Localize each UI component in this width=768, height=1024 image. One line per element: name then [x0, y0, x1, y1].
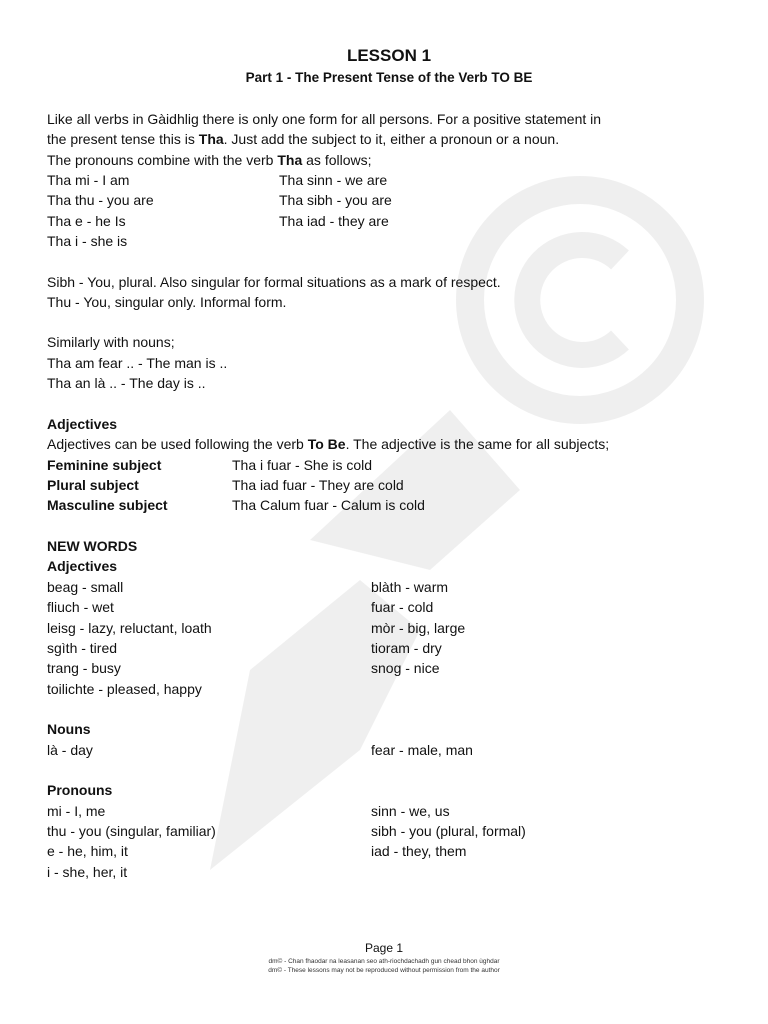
- nouns-example-2: Tha an là .. - The day is ..: [47, 375, 206, 391]
- adjective-word-right: fuar - cold: [371, 599, 434, 615]
- pronoun-word-right: sibh - you (plural, formal): [371, 823, 526, 839]
- conjugation-left-1: Tha thu - you are: [47, 192, 154, 208]
- tha-bold: Tha: [277, 152, 303, 168]
- conjugation-left-0: Tha mi - I am: [47, 172, 130, 188]
- subject-label-feminine: Feminine subject: [47, 457, 162, 473]
- intro-line-1: Like all verbs in Gàidhlig there is only one form for all persons. For a positive statement in: [47, 111, 602, 127]
- footer-note-gaelic: dm© - Chan fhaodar na leasanan seo ath-riochdachadh gun chead bhon ùghdar: [268, 958, 500, 965]
- new-adjectives-heading: Adjectives: [47, 558, 118, 574]
- conjugation-left-3: Tha i - she is: [47, 233, 128, 249]
- adjective-word-right: mòr - big, large: [371, 620, 466, 636]
- lesson-title: LESSON 1: [346, 46, 432, 65]
- adjective-word-left: leisg - lazy, reluctant, loath: [47, 620, 212, 636]
- conjugation-right-1: Tha sibh - you are: [279, 192, 392, 208]
- note-thu: Thu - You, singular only. Informal form.: [47, 294, 287, 310]
- subject-label-masculine: Masculine subject: [47, 497, 168, 513]
- adjective-word-left: fliuch - wet: [47, 599, 114, 615]
- pronoun-word-left: i - she, her, it: [47, 864, 128, 880]
- conjugation-right-2: Tha iad - they are: [279, 213, 389, 229]
- pronoun-word-left: e - he, him, it: [47, 843, 128, 859]
- new-pronouns-heading: Pronouns: [47, 782, 113, 798]
- new-words-heading: NEW WORDS: [47, 538, 138, 554]
- subject-example-feminine: Tha i fuar - She is cold: [232, 457, 373, 473]
- adjectives-line: Adjectives can be used following the verb To Be. The adjective is the same for all subjects;: [47, 436, 610, 452]
- intro-line-2: the present tense this is Tha. Just add the subject to it, either a pronoun or a noun.: [47, 131, 560, 147]
- adjective-word-right: snog - nice: [371, 660, 440, 676]
- to-be-bold: To Be: [307, 436, 346, 452]
- pronoun-word-right: iad - they, them: [371, 843, 467, 859]
- subject-label-plural: Plural subject: [47, 477, 139, 493]
- noun-word-right: fear - male, man: [371, 742, 473, 758]
- adjective-word-right: tioram - dry: [371, 640, 442, 656]
- intro-line-3: The pronouns combine with the verb Tha as follows;: [47, 152, 372, 168]
- page-number: Page 1: [364, 941, 404, 955]
- subject-example-plural: Tha iad fuar - They are cold: [232, 477, 404, 493]
- conjugation-right-0: Tha sinn - we are: [279, 172, 388, 188]
- footer-note-english: dm© - These lessons may not be reproduced without permission from the author: [268, 967, 500, 974]
- subject-example-masculine: Tha Calum fuar - Calum is cold: [232, 497, 425, 513]
- lesson-subtitle: Part 1 - The Present Tense of the Verb TO BE: [245, 70, 533, 85]
- adjective-word-left: sgìth - tired: [47, 640, 118, 656]
- pronoun-word-left: mi - I, me: [47, 803, 106, 819]
- adjectives-heading: Adjectives: [47, 416, 118, 432]
- note-sibh: Sibh - You, plural. Also singular for formal situations as a mark of respect.: [47, 274, 501, 290]
- adjective-word-left: beag - small: [47, 579, 124, 595]
- new-nouns-heading: Nouns: [47, 721, 91, 737]
- adjective-word-left: toilichte - pleased, happy: [47, 681, 202, 697]
- pronoun-word-left: thu - you (singular, familiar): [47, 823, 216, 839]
- nouns-intro-heading: Similarly with nouns;: [47, 334, 175, 350]
- noun-word-left: là - day: [47, 742, 93, 758]
- adjective-word-left: trang - busy: [47, 660, 121, 676]
- tha-bold: Tha: [198, 131, 224, 147]
- nouns-example-1: Tha am fear .. - The man is ..: [47, 355, 228, 371]
- adjective-word-right: blàth - warm: [371, 579, 449, 595]
- conjugation-left-2: Tha e - he Is: [47, 213, 126, 229]
- pronoun-word-right: sinn - we, us: [371, 803, 450, 819]
